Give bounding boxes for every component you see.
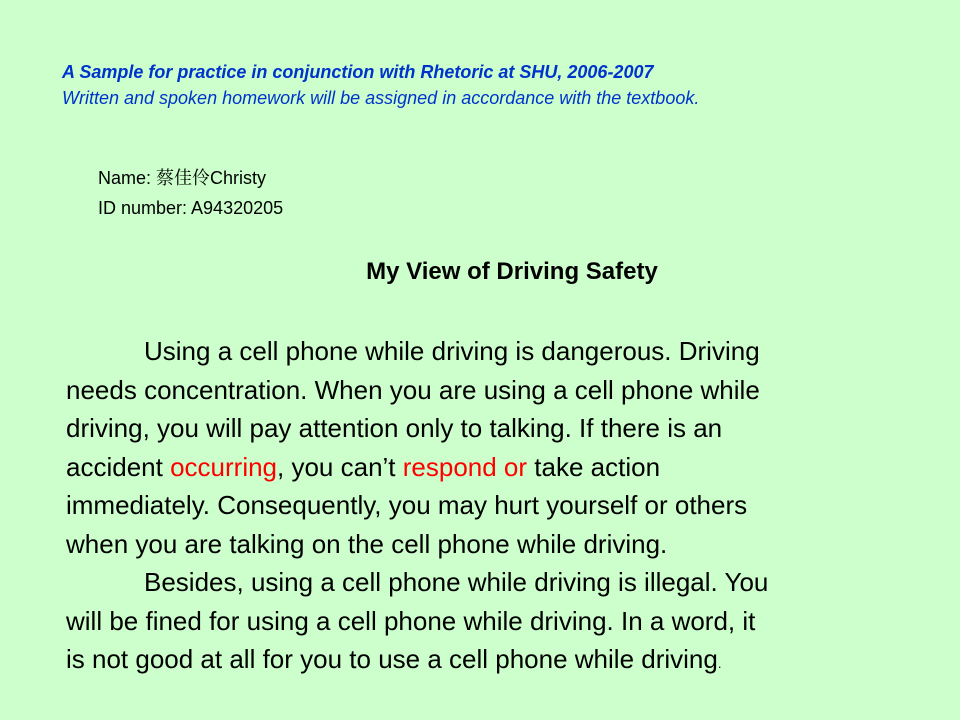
essay-line: driving, you will pay attention only to talking. If there is an	[66, 413, 723, 443]
essay-line-text: Besides, using a cell phone while driving is illegal. You	[144, 567, 769, 597]
student-info	[98, 163, 283, 223]
student-id-line: ID number: A94320205	[98, 198, 284, 218]
essay-line-text: Using a cell phone while driving is dangerous. Driving	[144, 336, 760, 366]
essay-line-text: , you can’t	[277, 451, 403, 482]
essay-body	[66, 332, 768, 684]
essay-line	[66, 563, 768, 602]
essay-line: will be fined for using a cell phone while driving. In a word, it	[66, 605, 756, 636]
final-period: .	[717, 656, 722, 671]
essay-line-text: accident	[66, 451, 171, 482]
student-name-label: Name:	[98, 168, 157, 188]
highlighted-word-respond-or: respond or	[402, 451, 528, 482]
student-name-line	[98, 163, 283, 193]
essay-line: immediately. Consequently, you may hurt yourself or others	[66, 490, 748, 520]
essay-line	[66, 332, 768, 371]
essay-title: My View of Driving Safety	[366, 258, 658, 285]
essay-line-text: is not good at all for you to use a cell phone while driving	[66, 644, 718, 674]
essay-line	[66, 448, 768, 487]
essay-line: needs concentration. When you are using a cell phone while	[66, 374, 760, 405]
student-name-value: 蔡佳伶Christy	[156, 168, 267, 188]
course-header	[62, 59, 699, 111]
course-header-line-2: Written and spoken homework will be assigned in accordance with the textbook.	[62, 88, 700, 108]
essay-line-text: take action	[527, 451, 661, 482]
highlighted-word-occurring: occurring	[170, 451, 278, 482]
essay-line	[66, 640, 768, 684]
essay-line: when you are talking on the cell phone while driving.	[66, 528, 668, 559]
course-header-line-1: A Sample for practice in conjunction with Rhetoric at SHU, 2006-2007	[62, 62, 654, 82]
